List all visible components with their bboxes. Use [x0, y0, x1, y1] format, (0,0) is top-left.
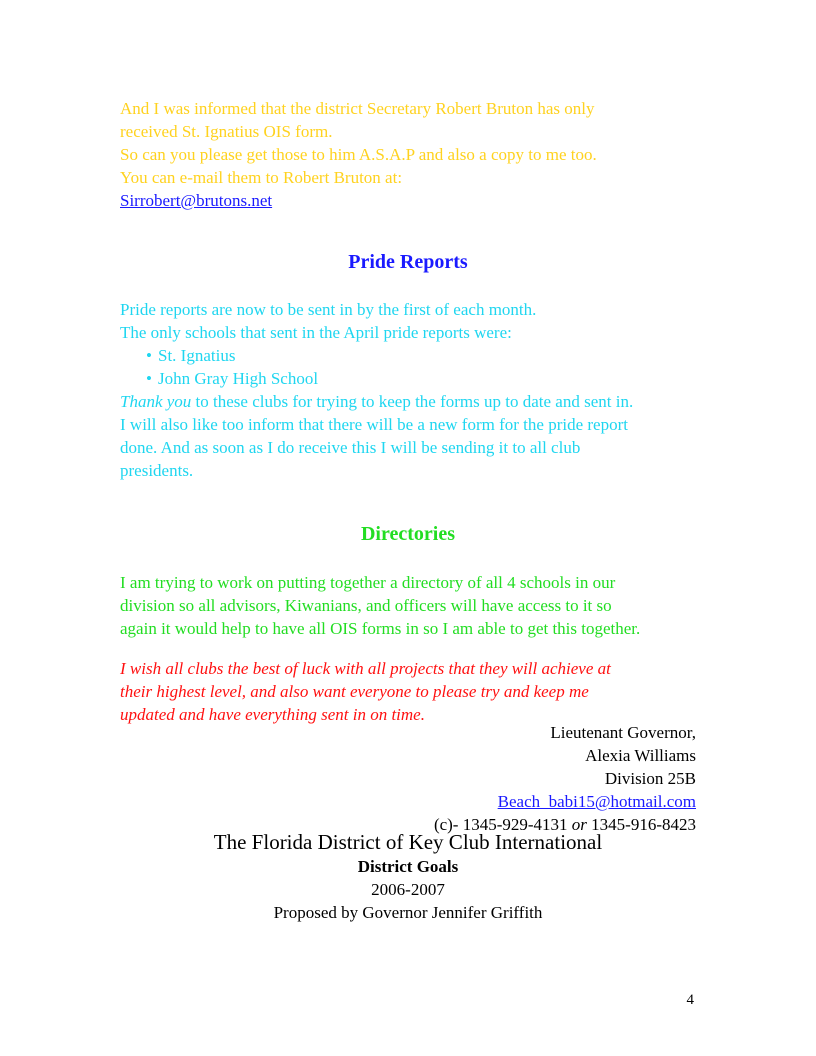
ois-paragraph	[120, 97, 710, 212]
directories-line-1: I am trying to work on putting together a directory of all 4 schools in our	[120, 573, 616, 592]
thanks-line	[120, 390, 710, 413]
footer-proposed: Proposed by Governor Jennifer Griffith	[273, 903, 543, 922]
ois-line-3: So can you please get those to him A.S.A.P and also a copy to me too.	[120, 145, 597, 164]
list-item: • John Gray High School	[120, 367, 710, 390]
list-item: • St. Ignatius	[120, 344, 710, 367]
secretary-email-link[interactable]: Sirrobert@brutons.net	[120, 191, 273, 210]
signature-email-link[interactable]: Beach_babi15@hotmail.com	[497, 792, 696, 811]
thanks-rest: to these clubs for trying to keep the forms up to date and sent in.	[191, 392, 634, 411]
footer-details	[0, 855, 816, 924]
phone-secondary: 1345-916-8423	[586, 815, 696, 834]
ois-line-4: You can e-mail them to Robert Bruton at:	[120, 168, 403, 187]
pride-reports-body	[120, 298, 710, 482]
pride-closing-line-3: presidents.	[120, 461, 194, 480]
wish-line-2: their highest level, and also want everyone to please try and keep me	[120, 682, 589, 701]
phone-or: or	[571, 815, 587, 834]
wish-line-1: I wish all clubs the best of luck with all projects that they will achieve at	[120, 659, 611, 678]
pride-closing-line-2: done. And as soon as I do receive this I will be sending it to all club	[120, 438, 581, 457]
ois-line-1: And I was informed that the district Secretary Robert Bruton has only	[120, 99, 595, 118]
page-number: 4	[686, 992, 694, 1008]
footer-org-name: The Florida District of Key Club International	[213, 830, 603, 854]
phone-primary: (c)- 1345-929-4131	[433, 815, 572, 834]
directories-heading: Directories	[360, 523, 456, 545]
footer-years: 2006-2007	[371, 880, 445, 899]
directories-line-3: again it would help to have all OIS forms in so I am able to get this together.	[120, 619, 641, 638]
wish-line-3: updated and have everything sent in on time.	[120, 705, 425, 724]
signature-division: Division 25B	[604, 769, 696, 788]
pride-intro-line-1: Pride reports are now to be sent in by the first of each month.	[120, 300, 537, 319]
thanks-italic: Thank you	[120, 392, 192, 411]
directories-body	[120, 571, 710, 640]
school-list	[120, 344, 710, 390]
pride-reports-heading: Pride Reports	[348, 251, 468, 273]
ois-line-2: received St. Ignatius OIS form.	[120, 122, 333, 141]
signature-name: Alexia Williams	[585, 746, 696, 765]
signature-block	[434, 721, 696, 836]
pride-intro-line-2: The only schools that sent in the April pride reports were:	[120, 323, 512, 342]
closing-wish	[120, 657, 710, 726]
footer-org	[0, 829, 816, 855]
signature-title: Lieutenant Governor,	[550, 723, 696, 742]
pride-closing-line-1: I will also like too inform that there will be a new form for the pride report	[120, 415, 628, 434]
directories-line-2: division so all advisors, Kiwanians, and officers will have access to it so	[120, 596, 612, 615]
footer-goals: District Goals	[357, 857, 459, 876]
